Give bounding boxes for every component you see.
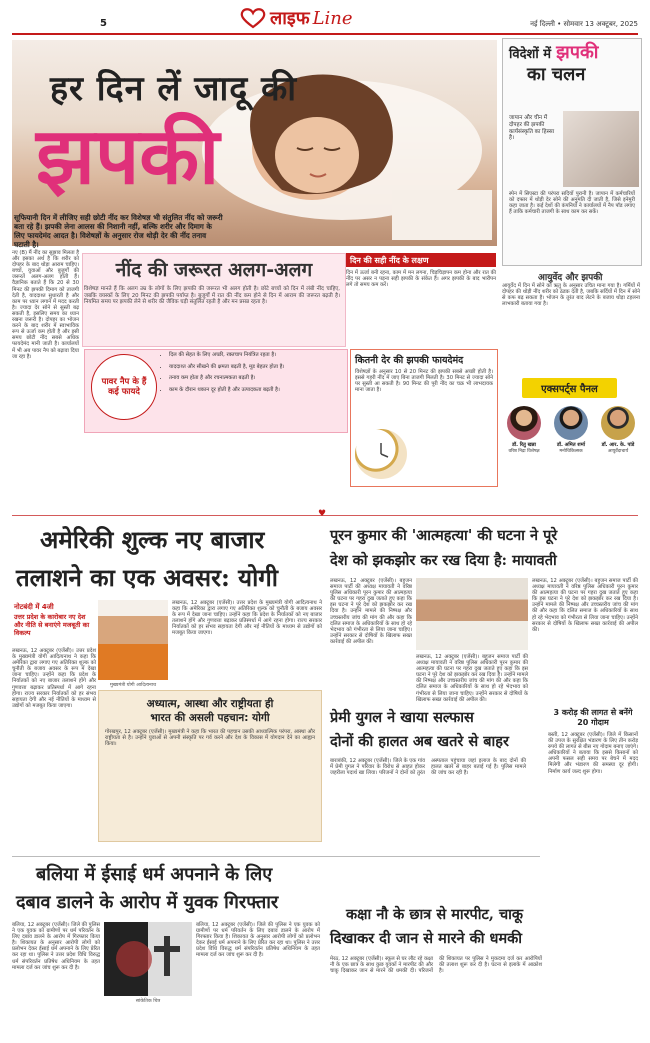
couple-headline-line2: दोनों की हालत अब खतरे से बाहर [330, 733, 509, 750]
sleep-need-title: नींद की जरूरत अलग-अलग [115, 259, 313, 281]
yogi-bullet-1: नोटबंदी में 4जी [14, 603, 54, 611]
yogi-text: लखनऊ, 12 अक्टूबर (एजेंसी)। उत्तर प्रदेश के मुख्यमंत्री योगी आदित्यनाथ ने कहा कि अमेरिका द्वारा लगाए गए अतिरिक्त शुल्क को चुनौती के बजाय अवसर के रूप में देखा जाना चाहिए। उन्होंने कहा कि प्रदेश के निर्यातकों को नए बाजार तलाशने होंगे और गुणवत्ता बढ़ाकर प्रतिस्पर्धा में आगे रहना होगा। राज्य सरकार निर्यातकों को हर संभव सहायता देगी और नई नीतियों के माध्यम से उद्योगों को मजबूत किया जाएगा। [12, 648, 96, 709]
experts-label: एक्सपर्ट्स पैनल [522, 378, 617, 398]
how-long-text: विशेषज्ञों के अनुसार 10 से 20 मिनट की झपकी सबसे अच्छी होती है। इससे गहरी नींद में जाए बिना ताजगी मिलती है। 30 मिनट से ज्यादा सोने पर सुस्ती आ सकती है। 90 मिनट की पूरी नींद का चक्र भी लाभदायक माना जाता है। [355, 369, 493, 394]
expert-card [549, 406, 593, 454]
student-headline-line1: कक्षा नौ के छात्र से मारपीट, चाकू [346, 906, 524, 923]
signs-box [346, 253, 496, 345]
abroad-box [502, 38, 642, 266]
abroad-photo [563, 111, 639, 187]
dateline: नई दिल्ली • सोमवार 13 अक्टूबर, 2025 [530, 20, 638, 28]
how-long-title: कितनी देर की झपकी फायदेमंद [355, 355, 464, 366]
mayawati-headline-line1: पूरन कुमार की 'आत्महत्या' की घटना ने पूरे [330, 527, 558, 544]
cross-icon [104, 922, 192, 996]
ballia-text: बलिया, 12 अक्टूबर (एजेंसी)। जिले की पुलिस ने एक युवक को ग्रामीणों पर धर्म परिवर्तन के लिए दबाव डालने के आरोप में गिरफ्तार किया है। शिकायत के अनुसार आरोपी लोगों को प्रलोभन देकर ईसाई धर्म अपनाने के लिए प्रेरित कर रहा था। पुलिस ने उत्तर प्रदेश विधि विरुद्ध धर्म संपरिवर्तन प्रतिषेध अधिनियम के तहत मामला दर्ज कर जांच शुरू कर दी है। [12, 922, 100, 971]
ballia-headline-line2: दबाव डालने के आरोप में युवक गिरफ्तार [16, 892, 279, 913]
yogi-text-right: लखनऊ, 12 अक्टूबर (एजेंसी)। उत्तर प्रदेश के मुख्यमंत्री योगी आदित्यनाथ ने कहा कि अमेरिका द्वारा लगाए गए अतिरिक्त शुल्क को चुनौती के बजाय अवसर के रूप में देखा जाना चाहिए। उन्होंने कहा कि प्रदेश के निर्यातकों को नए बाजार तलाशने होंगे और गुणवत्ता बढ़ाकर प्रतिस्पर्धा में आगे रहना होगा। राज्य सरकार निर्यातकों को हर संभव सहायता देगी और नई नीतियों के माध्यम से उद्योगों को मजबूत किया जाएगा। [172, 600, 322, 637]
header-rule [12, 33, 638, 35]
ballia-photo-caption: सांकेतिक चित्र [135, 999, 161, 1004]
expert-role: मनोचिकित्सक [559, 449, 583, 454]
ballia-headline-line1: बलिया में ईसाई धर्म अपनाने के लिए [36, 864, 273, 885]
yogi-photo [98, 600, 168, 680]
main-title-big: झपकी [36, 112, 220, 202]
couple-headline-line1: प्रेमी युगल ने खाया सल्फास [330, 709, 474, 726]
ayurveda-text: आयुर्वेद में दिन में सोने को ऋतु के अनुसार उचित माना गया है। गर्मियों में दोपहर की थोड़ी नींद शरीर को ठंडक देती है, जबकि सर्दियों में दिन में सोने से कफ बढ़ सकता है। भोजन के तुरंत बाद लेटने के बजाय थोड़ा टहलना लाभकारी बताया गया है। [502, 283, 640, 308]
abroad-title [503, 39, 641, 85]
yogi-bullet-2: उत्तर प्रदेश के कारोबार नए देश और नीति से बनाएंगे मजबूती का विकल्प [14, 613, 90, 637]
expert-name: डॉ. रितु खन्ना [512, 442, 536, 448]
yogi-headline-line1: अमेरिकी शुल्क नए बाजार [40, 525, 265, 554]
couple-text: बाराबंकी, 12 अक्टूबर (एजेंसी)। जिले के एक गांव में प्रेमी युगल ने परिवार के विरोध से आहत होकर जहरीला पदार्थ खा लिया। परिजनों ने दोनों को तुरंत अस्पताल पहुंचाया जहां इलाज के बाद दोनों की हालत खतरे से बाहर बताई गई है। पुलिस मामले की जांच कर रही है। [330, 758, 526, 777]
power-nap-point: • काम के दौरान थकान दूर होती है और उत्पादकता बढ़ती है। [169, 387, 349, 394]
mayawati-text-col3: लखनऊ, 12 अक्टूबर (एजेंसी)। बहुजन समाज पार्टी की अध्यक्ष मायावती ने वरिष्ठ पुलिस अधिकारी पूरन कुमार की आत्महत्या की घटना पर गहरा दुख जताते हुए कहा कि इस घटना ने पूरे देश को झकझोर कर रख दिया है। उन्होंने मामले की निष्पक्ष और उच्चस्तरीय जांच की मांग की और कहा कि दलित समाज के अधिकारियों के साथ हो रहे भेदभाव को गंभीरता से लिया जाना चाहिए। उन्होंने सरकार से दोषियों के खिलाफ सख्त कार्रवाई की अपील की। [532, 578, 638, 633]
heart-logo-icon [238, 7, 268, 29]
mayawati-photo [416, 578, 528, 650]
power-nap-label: पावर नैप के हैं कई फायदे [101, 377, 147, 397]
ayurveda-title: आयुर्वेद और झपकी [538, 273, 603, 283]
page-number: 5 [100, 18, 107, 29]
abroad-text: स्पेन में सिएस्टा की परंपरा सदियों पुरानी है। जापान में कर्मचारियों को दफ्तर में थोड़ी देर सोने की अनुमति दी जाती है, जिसे इनेमुरी कहा जाता है। कई देशों की कंपनियों ने कार्यालयों में नैप पॉड लगाए हैं ताकि कर्मचारी ताजगी के साथ काम कर सकें। [509, 191, 635, 216]
how-long-box [350, 349, 498, 487]
yogi-photo-caption: मुख्यमंत्री योगी आदित्यनाथ [109, 683, 157, 688]
ballia-text-col2: बलिया, 12 अक्टूबर (एजेंसी)। जिले की पुलिस ने एक युवक को ग्रामीणों पर धर्म परिवर्तन के लिए दबाव डालने के आरोप में गिरफ्तार किया है। शिकायत के अनुसार आरोपी लोगों को प्रलोभन देकर ईसाई धर्म अपनाने के लिए प्रेरित कर रहा था। पुलिस ने उत्तर प्रदेश विधि विरुद्ध धर्म संपरिवर्तन प्रतिषेध अधिनियम के तहत मामला दर्ज कर जांच शुरू कर दी है। [196, 922, 320, 959]
spiritual-box [98, 690, 322, 842]
brand-hindi: लाइफ [270, 8, 310, 29]
abroad-title-line1: विदेशों में [509, 47, 552, 62]
power-nap-badge [91, 354, 157, 420]
expert-name: डॉ. आर. के. पांडे [601, 442, 635, 448]
power-nap-box [84, 349, 348, 433]
clock-icon [355, 429, 407, 479]
spiritual-title-line2: भारत की असली पहचान: योगी [150, 712, 270, 724]
main-intro: सूफियानी दिन में लीजिए सही छोटी नींद कर विशेषज्ञ भी संतुलित नींद को जरूरी बता रहे हैं। झपकी लेना आलस की निशानी नहीं, बल्कि शरीर और दिमाग के लिए फायदेमंद आदत है। विशेषज्ञों के अनुसार रोज थोड़ी देर की नींद तनाव घटाती है। [14, 213, 223, 249]
crore-text: बस्ती, 12 अक्टूबर (एजेंसी)। जिले में किसानों की उपज के सुरक्षित भंडारण के लिए तीन करोड़ रुपये की लागत से बीस नए गोदाम बनाए जाएंगे। अधिकारियों ने बताया कि इससे किसानों को अपनी फसल सही समय पर बेचने में मदद मिलेगी और भंडारण की समस्या दूर होगी। निर्माण कार्य जल्द शुरू होगा। [548, 732, 638, 775]
spiritual-text: गोरखपुर, 12 अक्टूबर (एजेंसी)। मुख्यमंत्री ने कहा कि भारत की पहचान उसकी आध्यात्मिक परंपरा, आस्था और राष्ट्रीयता से है। उन्होंने युवाओं से अपनी संस्कृति पर गर्व करने और देश के विकास में योगदान देने का आह्वान किया। [105, 729, 315, 748]
page-header [0, 0, 650, 36]
mayawati-text: लखनऊ, 12 अक्टूबर (एजेंसी)। बहुजन समाज पार्टी की अध्यक्ष मायावती ने वरिष्ठ पुलिस अधिकारी पूरन कुमार की आत्महत्या की घटना पर गहरा दुख जताते हुए कहा कि इस घटना ने पूरे देश को झकझोर कर रख दिया है। उन्होंने मामले की निष्पक्ष और उच्चस्तरीय जांच की मांग की और कहा कि दलित समाज के अधिकारियों के साथ हो रहे भेदभाव को गंभीरता से लिया जाना चाहिए। उन्होंने सरकार से दोषियों के खिलाफ सख्त कार्रवाई की अपील की। [330, 578, 412, 645]
sleep-need-text: विशेषज्ञ मानते हैं कि अलग उम्र के लोगों के लिए झपकी की जरूरत भी अलग होती है। छोटे बच्चों को दिन में लंबी नींद चाहिए, जबकि वयस्कों के लिए 20 मिनट की झपकी पर्याप्त है। बुजुर्गों में रात की नींद कम होने से दिन में आराम की जरूरत बढ़ती है। नियमित समय पर झपकी लेने से शरीर की जैविक घड़ी संतुलित रहती है और मन प्रसन्न रहता है। [84, 286, 340, 305]
ballia-photo [104, 922, 192, 996]
abroad-title-line2: का चलन [527, 64, 586, 85]
abroad-lead: जापान और चीन में दोपहर की झपकी कार्यसंस्कृति का हिस्सा है। [509, 115, 555, 142]
mid-rule [12, 856, 540, 857]
signs-text: दिन में ऊर्जा बनी रहना, काम में मन लगना, चिड़चिड़ापन कम होना और रात की नींद पर असर न पड़ना सही झपकी के संकेत हैं। अगर झपकी के बाद भारीपन लगे तो समय कम करें। [346, 270, 496, 289]
power-nap-point: • याददाश्त और सीखने की क्षमता बढ़ती है, मूड बेहतर होता है। [169, 364, 349, 371]
expert-card [596, 406, 640, 454]
expert-role: आयुर्वेदाचार्य [607, 449, 629, 454]
yogi-headline-line2: तलाशने का एक अवसर: योगी [16, 563, 279, 592]
mayawati-text-col2: लखनऊ, 12 अक्टूबर (एजेंसी)। बहुजन समाज पार्टी की अध्यक्ष मायावती ने वरिष्ठ पुलिस अधिकारी पूरन कुमार की आत्महत्या की घटना पर गहरा दुख जताते हुए कहा कि इस घटना ने पूरे देश को झकझोर कर रख दिया है। उन्होंने मामले की निष्पक्ष और उच्चस्तरीय जांच की मांग की और कहा कि दलित समाज के अधिकारियों के साथ हो रहे भेदभाव को गंभीरता से लिया जाना चाहिए। उन्होंने सरकार से दोषियों के खिलाफ सख्त कार्रवाई की अपील की। [416, 654, 528, 703]
expert-avatar [507, 406, 541, 440]
abroad-title-highlight: झपकी [556, 42, 599, 63]
expert-avatar [554, 406, 588, 440]
expert-avatar [601, 406, 635, 440]
clock-woman-illustration [355, 429, 407, 479]
expert-name: डॉ. अमित शर्मा [557, 442, 585, 448]
experts-row [502, 406, 640, 454]
mayawati-headline-line2: देश को झकझोर कर रख दिया है: मायावती [330, 552, 557, 569]
brand-latin: Line [312, 7, 353, 29]
brand-logo [238, 6, 353, 30]
main-col1-text: नए (B) मैं नींद का सुझाव मिलता है और इसका अर्थ है कि शरीर को दोपहर के बाद थोड़ा आराम चाहिए। बच्चों, युवाओं और बुजुर्गों की जरूरतें अलग-अलग होती हैं। वैज्ञानिक बताते हैं कि 20 से 30 मिनट की झपकी दिमाग को ताजगी देती है, याददाश्त सुधारती है और काम पर ध्यान लगाने में मदद करती है। ज्यादा देर सोने से सुस्ती बढ़ सकती है, इसलिए समय का ध्यान रखना जरूरी है। दोपहर का भोजन करने के बाद शरीर में स्वाभाविक रूप से ऊर्जा कम होती है और इसी समय छोटी नींद सबसे अधिक फायदेमंद मानी जाती है। कार्यालयों में भी अब पावर नैप को बढ़ावा दिया जा रहा है। [12, 250, 79, 360]
experts-panel [502, 378, 640, 486]
crore-title: 3 करोड़ की लागत से बनेंगे 20 गोदाम [553, 708, 633, 727]
expert-card [502, 406, 546, 454]
expert-role: वरिष्ठ निद्रा विशेषज्ञ [508, 449, 540, 454]
spiritual-title-line1: अध्यात्म, आस्था और राष्ट्रीयता ही [146, 698, 274, 710]
student-text: मेरठ, 12 अक्टूबर (एजेंसी)। स्कूल से घर लौट रहे कक्षा नौ के एक छात्र के साथ कुछ युवकों ने मारपीट की और चाकू दिखाकर जान से मारने की धमकी दी। परिजनों की शिकायत पर पुलिस ने मुकदमा दर्ज कर आरोपियों की तलाश शुरू कर दी है। घटना से इलाके में आक्रोश है। [330, 956, 542, 975]
student-headline-line2: दिखाकर दी जान से मारने की धमकी [330, 930, 523, 947]
power-nap-points [161, 352, 349, 393]
signs-title: दिन की सही नींद के लक्षण [346, 253, 496, 267]
power-nap-point: • दिल की सेहत के लिए अच्छी, रक्तचाप नियंत्रित रहता है। [169, 352, 349, 359]
main-title-line1: हर दिन लें जादू की [50, 69, 298, 109]
power-nap-point: • तनाव कम होता है और रचनात्मकता बढ़ती है। [169, 375, 349, 382]
divider-heart-icon: ♥ [318, 509, 327, 519]
